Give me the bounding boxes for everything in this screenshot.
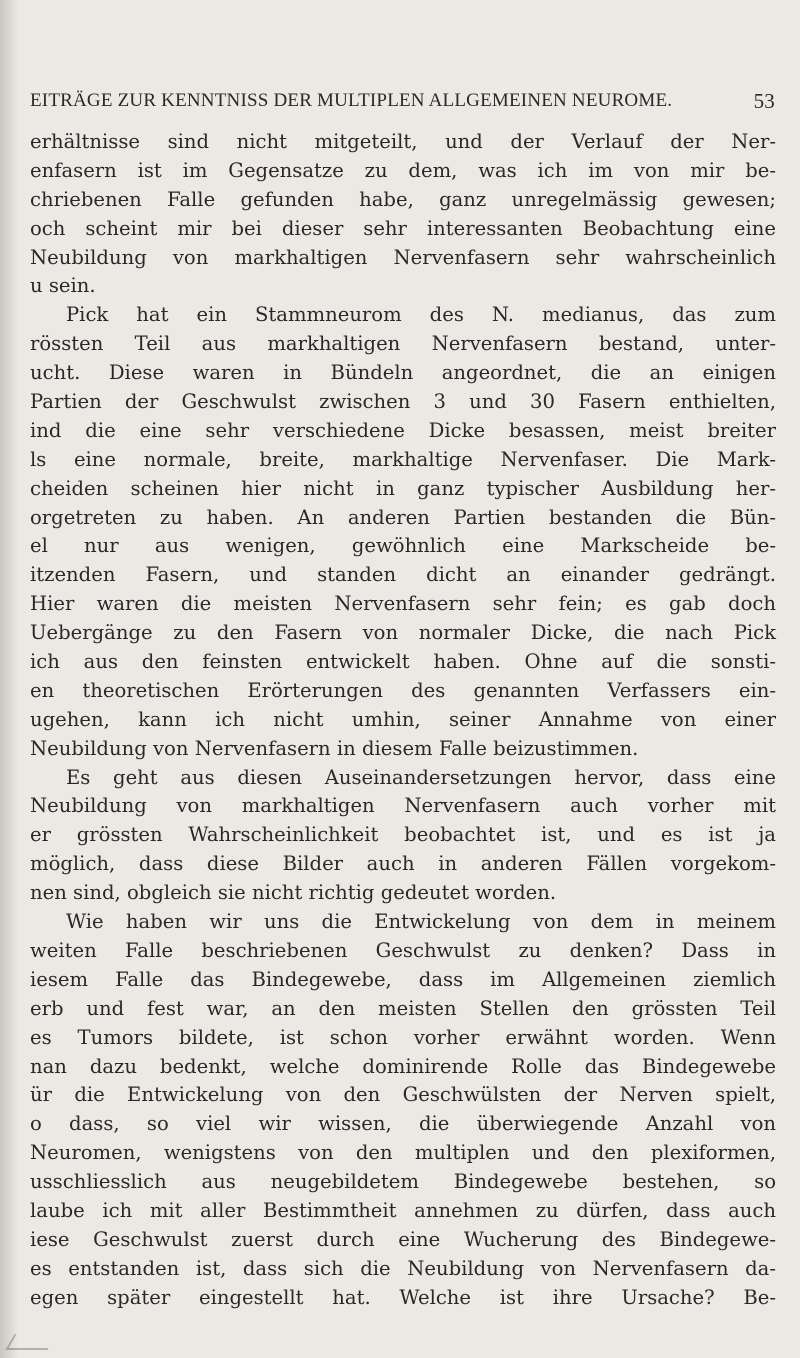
text-line: erb und fest war, an den meisten Stellen den grössten Teil	[30, 996, 776, 1020]
text-line: nan dazu bedenkt, welche dominirende Rolle das Bindegewebe	[30, 1054, 776, 1078]
text-line: es entstanden ist, dass sich die Neubildung von Nervenfasern da-	[30, 1256, 776, 1280]
text-line: ugehen, kann ich nicht umhin, seiner Annahme von einer	[30, 707, 776, 731]
text-line: Neubildung von markhaltigen Nervenfasern auch vorher mit	[30, 794, 776, 818]
text-line: ucht. Diese waren in Bündeln angeordnet, die an einigen	[30, 361, 776, 385]
body-text	[30, 128, 776, 1313]
running-header	[30, 86, 775, 116]
text-line: Partien der Geschwulst zwischen 3 und 30 Fasern enthielten,	[30, 390, 776, 414]
text-line: usschliesslich aus neugebildetem Bindegewebe bestehen, so	[30, 1170, 776, 1194]
text-line: Neubildung von markhaltigen Nervenfasern sehr wahrscheinlich	[30, 245, 776, 269]
paragraph-start: Wie haben wir uns die Entwickelung von dem in meinem	[66, 910, 776, 934]
text-line: en theoretischen Erörterungen des genannten Verfassers ein-	[30, 678, 776, 702]
text-line: egen später eingestellt hat. Welche ist ihre Ursache? Be-	[30, 1285, 776, 1309]
running-header-title: EITRÄGE ZUR KENNTNISS DER MULTIPLEN ALLGEMEINEN NEUROME.	[30, 90, 673, 111]
text-line: laube ich mit aller Bestimmtheit annehmen zu dürfen, dass auch	[30, 1198, 776, 1222]
page-number: 53	[753, 89, 775, 113]
text-line: Uebergänge zu den Fasern von normaler Dicke, die nach Pick	[30, 621, 776, 645]
text-line: ich aus den feinsten entwickelt haben. Ohne auf die sonsti-	[30, 650, 776, 674]
text-line: ür die Entwickelung von den Geschwülsten der Nerven spielt,	[30, 1083, 776, 1107]
text-line: orgetreten zu haben. An anderen Partien bestanden die Bün-	[30, 505, 776, 529]
text-line: u sein.	[30, 274, 96, 298]
text-line: er grössten Wahrscheinlichkeit beobachtet ist, und es ist ja	[30, 823, 776, 847]
text-line: iesem Falle das Bindegewebe, dass im Allgemeinen ziemlich	[30, 967, 776, 991]
text-line: iese Geschwulst zuerst durch eine Wucherung des Bindegewe-	[30, 1227, 776, 1251]
paragraph-start: Es geht aus diesen Auseinandersetzungen hervor, dass eine	[66, 765, 776, 789]
text-line: cheiden scheinen hier nicht in ganz typischer Ausbildung her-	[30, 476, 776, 500]
text-line: möglich, dass diese Bilder auch in anderen Fällen vorgekom-	[30, 852, 776, 876]
text-line: es Tumors bildete, ist schon vorher erwähnt worden. Wenn	[30, 1025, 776, 1049]
scan-corner-mark	[5, 1334, 56, 1350]
text-line: el nur aus wenigen, gewöhnlich eine Markscheide be-	[30, 534, 776, 558]
text-line: och scheint mir bei dieser sehr interessanten Beobachtung eine	[30, 216, 776, 240]
text-line: ls eine normale, breite, markhaltige Nervenfaser. Die Mark-	[30, 447, 776, 471]
text-line: Hier waren die meisten Nervenfasern sehr fein; es gab doch	[30, 592, 776, 616]
text-line: Neuromen, wenigstens von den multiplen und den plexiformen,	[30, 1141, 776, 1165]
text-line: rössten Teil aus markhaltigen Nervenfasern bestand, unter-	[30, 332, 776, 356]
text-line: enfasern ist im Gegensatze zu dem, was ich im von mir be-	[30, 158, 776, 182]
paragraph-start: Pick hat ein Stammneurom des N. medianus, das zum	[66, 303, 776, 327]
text-line: itzenden Fasern, und standen dicht an einander gedrängt.	[30, 563, 776, 587]
text-line: o dass, so viel wir wissen, die überwiegende Anzahl von	[30, 1112, 776, 1136]
text-line: ind die eine sehr verschiedene Dicke besassen, meist breiter	[30, 418, 776, 442]
page-spine-shadow	[0, 0, 18, 1358]
text-line: chriebenen Falle gefunden habe, ganz unregelmässig gewesen;	[30, 187, 776, 211]
text-line: Neubildung von Nervenfasern in diesem Falle beizustimmen.	[30, 736, 639, 760]
text-line: weiten Falle beschriebenen Geschwulst zu denken? Dass in	[30, 938, 776, 962]
text-line: erhältnisse sind nicht mitgeteilt, und der Verlauf der Ner-	[30, 130, 776, 153]
text-line: nen sind, obgleich sie nicht richtig gedeutet worden.	[30, 881, 557, 905]
